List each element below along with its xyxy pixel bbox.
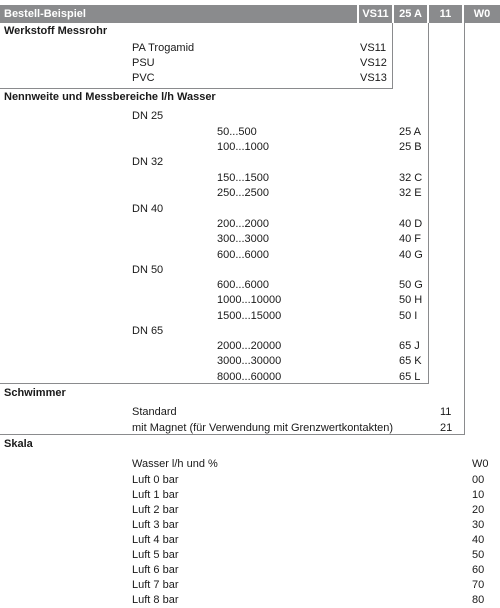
range-code: 50 H — [399, 294, 423, 306]
dn-label-25: DN 25 — [132, 110, 164, 122]
scale-label: Luft 1 bar — [132, 489, 179, 501]
scale-label: Luft 0 bar — [132, 474, 179, 486]
range-code: 32 C — [399, 172, 423, 184]
dn-label-50: DN 50 — [132, 264, 164, 276]
header-code-scale — [464, 5, 500, 23]
connector-material-vertical — [392, 23, 393, 88]
range-code: 65 J — [399, 340, 420, 352]
connector-float-horizontal — [0, 434, 465, 435]
range-code: 65 K — [399, 355, 422, 367]
scale-code: 00 — [472, 474, 485, 486]
range-label: 250...2500 — [217, 187, 269, 199]
range-label: 300...3000 — [217, 233, 269, 245]
header-title: Bestell-Beispiel — [4, 8, 86, 20]
material-label-psu: PSU — [132, 57, 155, 69]
scale-code: 10 — [472, 489, 485, 501]
scale-label: Luft 5 bar — [132, 549, 179, 561]
range-label: 600...6000 — [217, 279, 269, 291]
scale-label: Wasser l/h und % — [132, 458, 218, 470]
header-code-scale-text: W0 — [473, 8, 491, 20]
dn-label-65: DN 65 — [132, 325, 164, 337]
section-title-nominal: Nennweite und Messbereiche l/h Wasser — [4, 91, 216, 103]
range-code: 40 G — [399, 249, 423, 261]
order-example-header — [0, 5, 500, 23]
material-label-pa: PA Trogamid — [132, 42, 195, 54]
scale-label: Luft 3 bar — [132, 519, 179, 531]
connector-nominal-horizontal — [0, 383, 429, 384]
header-code-float-text: 11 — [439, 8, 452, 20]
range-label: 50...500 — [217, 126, 257, 138]
material-code-psu: VS12 — [360, 57, 387, 69]
connector-float-vertical — [464, 23, 465, 434]
range-label: 600...6000 — [217, 249, 269, 261]
range-label: 100...1000 — [217, 141, 269, 153]
range-label: 1500...15000 — [217, 310, 282, 322]
section-title-float: Schwimmer — [4, 387, 66, 399]
header-code-nominal — [394, 5, 427, 23]
scale-code: 70 — [472, 579, 485, 591]
scale-label: Luft 4 bar — [132, 534, 179, 546]
header-code-float — [429, 5, 462, 23]
scale-code: 50 — [472, 549, 485, 561]
connector-material-horizontal — [0, 88, 393, 89]
scale-label: Luft 7 bar — [132, 579, 179, 591]
range-code: 32 E — [399, 187, 422, 199]
scale-code: 30 — [472, 519, 485, 531]
range-label: 1000...10000 — [217, 294, 282, 306]
scale-code: 80 — [472, 594, 485, 606]
header-title-cell — [0, 5, 357, 23]
range-label: 150...1500 — [217, 172, 269, 184]
float-label-magnet: mit Magnet (für Verwendung mit Grenzwertkontakten) — [132, 422, 394, 434]
dn-label-40: DN 40 — [132, 203, 164, 215]
header-code-material-text: VS11 — [362, 8, 389, 20]
scale-label: Luft 8 bar — [132, 594, 179, 606]
range-label: 200...2000 — [217, 218, 269, 230]
dn-label-32: DN 32 — [132, 156, 164, 168]
scale-label: Luft 6 bar — [132, 564, 179, 576]
material-label-pvc: PVC — [132, 72, 155, 84]
float-label-standard: Standard — [132, 406, 177, 418]
section-title-material: Werkstoff Messrohr — [4, 25, 108, 37]
scale-code: 20 — [472, 504, 485, 516]
header-code-material — [359, 5, 392, 23]
range-label: 3000...30000 — [217, 355, 282, 367]
material-code-pvc: VS13 — [360, 72, 387, 84]
connector-nominal-vertical — [428, 23, 429, 383]
section-title-scale: Skala — [4, 438, 33, 450]
range-code: 25 B — [399, 141, 422, 153]
float-code-magnet: 21 — [440, 422, 453, 434]
scale-code: W0 — [472, 458, 489, 470]
scale-code: 60 — [472, 564, 485, 576]
range-code: 40 D — [399, 218, 423, 230]
range-code: 50 G — [399, 279, 423, 291]
range-code: 65 L — [399, 371, 421, 383]
range-code: 40 F — [399, 233, 422, 245]
range-code: 50 I — [399, 310, 418, 322]
range-label: 8000...60000 — [217, 371, 282, 383]
material-code-pa: VS11 — [360, 42, 387, 54]
float-code-standard: 11 — [440, 406, 452, 418]
scale-code: 40 — [472, 534, 485, 546]
header-code-nominal-text: 25 A — [399, 8, 422, 20]
scale-label: Luft 2 bar — [132, 504, 179, 516]
range-code: 25 A — [399, 126, 422, 138]
range-label: 2000...20000 — [217, 340, 282, 352]
